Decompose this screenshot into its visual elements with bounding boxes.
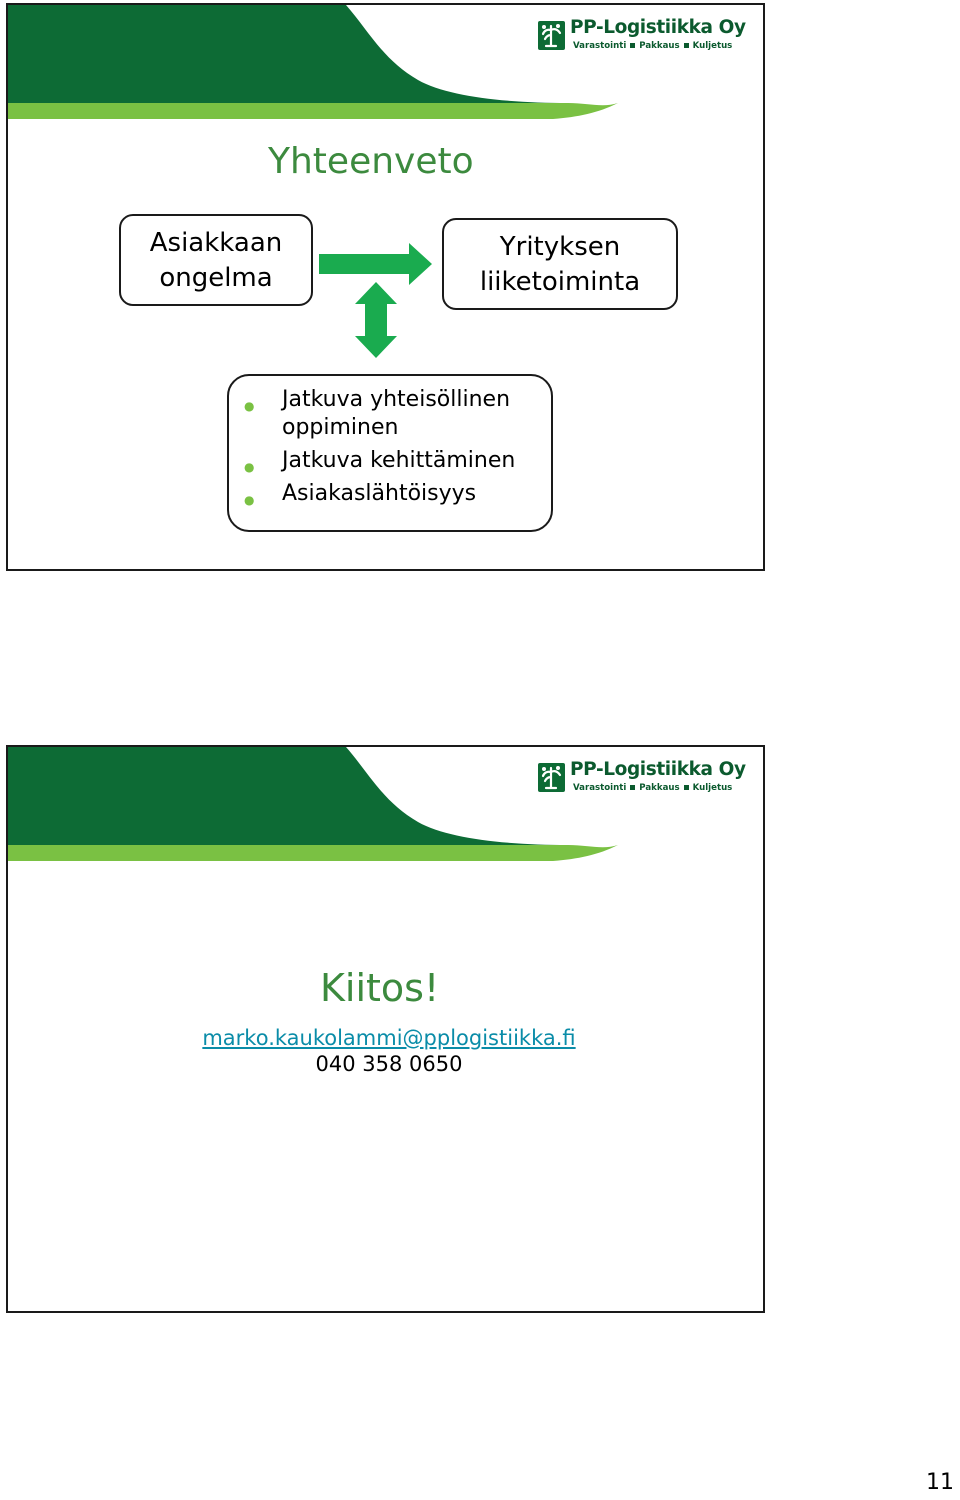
tagline-item: Kuljetus [692,783,733,793]
tagline-item: Pakkaus [639,41,680,51]
tagline-separator [684,785,689,790]
page-number: 11 [926,1470,954,1495]
principles-box [227,374,553,532]
list-item-text: Jatkuva kehittäminen [282,448,516,473]
list-item [238,447,515,475]
up-down-arrow-icon [355,282,397,358]
box-line: Yrityksen [499,232,621,262]
box-line: ongelma [159,263,273,293]
right-arrow-icon [319,243,432,285]
tagline-separator [630,785,635,790]
principles-list [238,386,515,513]
tagline-item: Pakkaus [639,783,680,793]
logo-company-name: PP-Logistiikka Oy [570,17,746,38]
list-item [238,386,515,442]
tagline-item: Varastointi [573,41,627,51]
header-light-stripe [8,845,618,861]
logo-tagline [573,783,732,793]
slide-title: Yhteenveto [268,141,474,182]
box-line: Asiakkaan [149,228,283,258]
bullet-icon: ● [244,399,255,413]
tagline-item: Kuljetus [692,41,733,51]
contact-phone: 040 358 0650 [315,1052,463,1076]
logo-company-name: PP-Logistiikka Oy [570,759,746,780]
contact-email-link[interactable]: marko.kaukolammi@pplogistiikka.fi [202,1026,576,1050]
list-item-text: oppiminen [282,415,399,440]
logo-tree-icon [538,763,565,792]
list-item-text: Asiakaslähtöisyys [282,481,477,506]
box-line: liiketoiminta [479,267,641,297]
slide-summary [6,3,765,571]
list-item-text: Jatkuva yhteisöllinen [282,387,511,412]
company-logo [538,759,753,799]
list-item [238,480,515,508]
tagline-item: Varastointi [573,783,627,793]
bullet-icon: ● [244,493,255,507]
bullet-icon: ● [244,460,255,474]
slide-title: Kiitos! [320,966,440,1010]
